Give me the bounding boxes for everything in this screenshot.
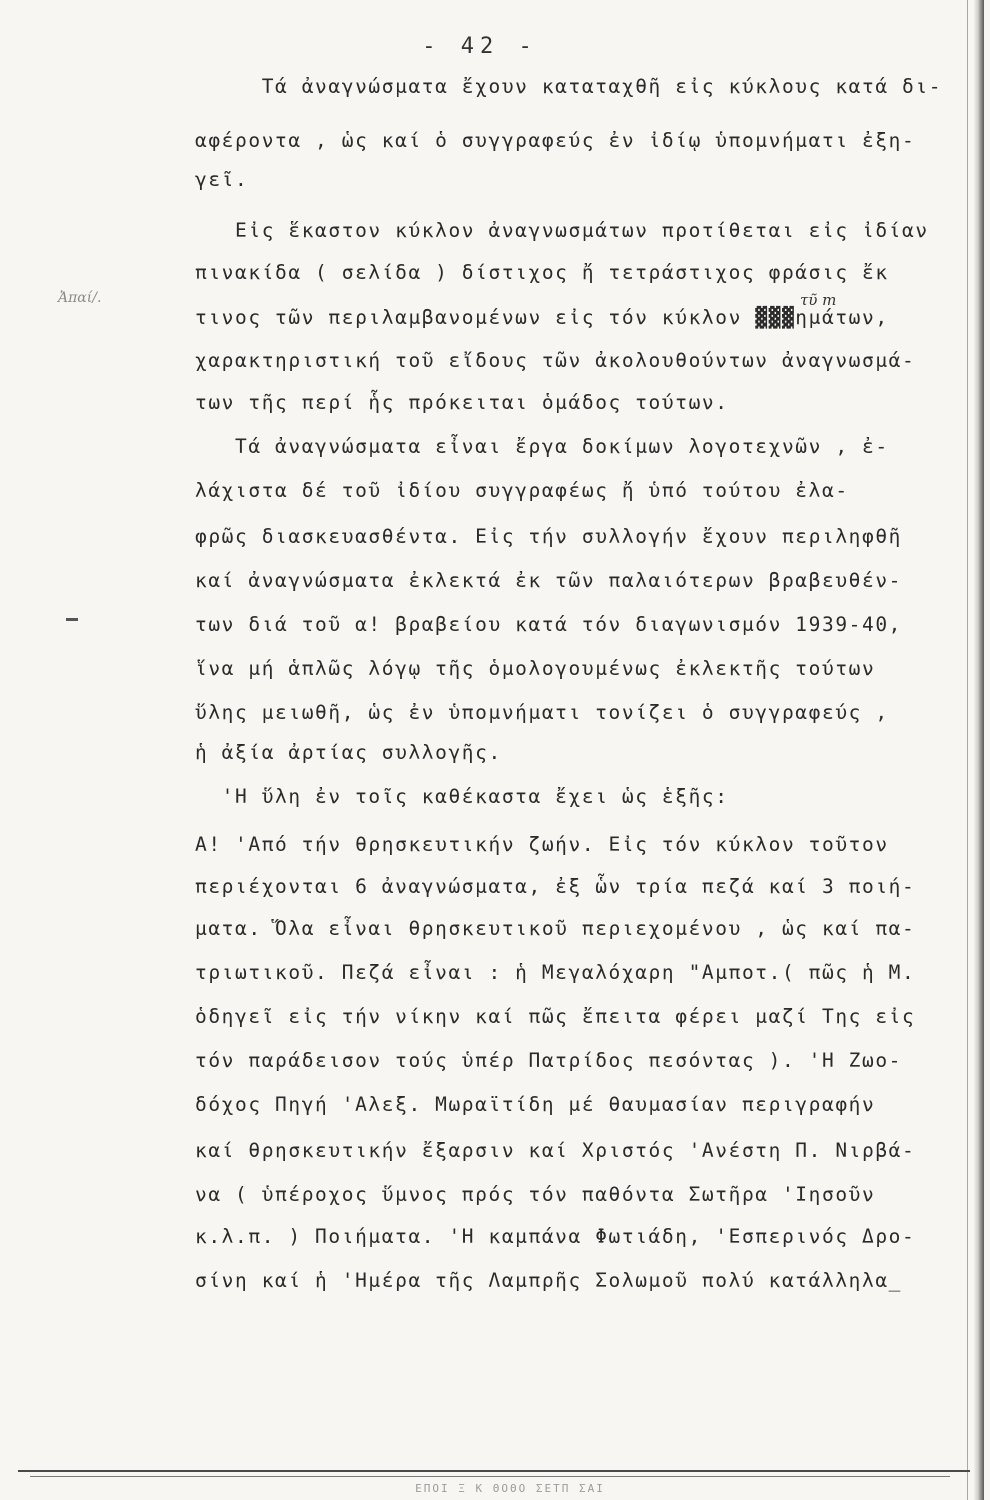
text-line: δόχος Πηγή 'Αλεξ. Μωραϊτίδη μέ θαυμασίαν περιγραφήν — [195, 1093, 876, 1116]
text-line: ἵνα μή ἁπλῶς λόγῳ τῆς ὁμολογουμένως ἐκλεκτῆς τούτων — [195, 657, 876, 680]
text-line: σίνη καί ἡ 'Ημέρα τῆς Λαμπρῆς Σολωμοῦ πολύ κατάλληλα_ — [195, 1269, 903, 1292]
text-line: να ( ὑπέροχος ὕμνος πρός τόν παθόντα Σωτῆρα 'Ιησοῦν — [195, 1183, 876, 1206]
footer-faint-text: ΕΠΟΙ Ξ Κ ΘΟΘΟ ΣΕΤΠ ΣΑΙ — [415, 1482, 605, 1495]
text-line: αφέροντα , ὡς καί ὁ συγγραφεύς ἐν ἰδίῳ ὑπομνήματι ἐξη- — [195, 129, 916, 152]
margin-handwritten-note: Ἀπαί/. — [58, 290, 102, 306]
text-line: Α! 'Από τήν θρησκευτικήν ζωήν. Εἰς τόν κύκλον τοῦτον — [195, 833, 889, 856]
text-line: φρῶς διασκευασθέντα. Εἰς τήν συλλογήν ἔχουν περιληφθῆ — [195, 525, 903, 548]
interlinear-correction: τῦ m — [800, 291, 837, 309]
bottom-rule — [18, 1470, 970, 1472]
text-line: Τά ἀναγνώσματα ἔχουν καταταχθῆ εἰς κύκλους κατά δι- — [195, 75, 943, 98]
text-line: καί ἀναγνώσματα ἐκλεκτά ἐκ τῶν παλαιότερων βραβευθέν- — [195, 569, 903, 592]
text-line: Εἰς ἕκαστον κύκλον ἀναγνωσμάτων προτίθεται εἰς ἰδίαν — [195, 219, 929, 242]
bottom-rule-secondary — [30, 1476, 950, 1477]
text-line: χαρακτηριστική τοῦ εἴδους τῶν ἀκολουθούντων ἀναγνωσμά- — [195, 349, 916, 372]
text-line: 'Η ὕλη ἐν τοῖς καθέκαστα ἔχει ὡς ἑξῆς: — [195, 785, 729, 808]
text-line: πινακίδα ( σελίδα ) δίστιχος ἤ τετράστιχος φράσις ἔκ — [195, 261, 889, 284]
text-line: των τῆς περί ἧς πρόκειται ὁμάδος τούτων. — [195, 391, 729, 414]
text-line: ὕλης μειωθῆ, ὡς ἐν ὑπομνήματι τονίζει ὁ συγγραφεύς , — [195, 701, 889, 724]
text-line: κ.λ.π. ) Ποιήματα. 'Η καμπάνα Φωτιάδη, 'Εσπερινός Δρο- — [195, 1225, 916, 1248]
text-line: καί θρησκευτικήν ἔξαρσιν καί Χριστός 'Ανέστη Π. Νιρβά- — [195, 1139, 916, 1162]
text-line: Τά ἀναγνώσματα εἶναι ἔργα δοκίμων λογοτεχνῶν , ἐ- — [195, 435, 889, 458]
text-line: λάχιστα δέ τοῦ ἰδίου συγγραφέως ἤ ὑπό τούτου ἐλα- — [195, 479, 849, 502]
page-edge-shadow — [974, 0, 984, 1500]
page-number: - 42 - — [422, 34, 538, 59]
text-line: τινος τῶν περιλαμβανομένων εἰς τόν κύκλον ▓▓▓ημάτων, — [195, 306, 889, 329]
text-line: ὁδηγεῖ εἰς τήν νίκην καί πῶς ἔπειτα φέρει μαζί Της εἰς — [195, 1005, 916, 1028]
text-line: των διά τοῦ α! βραβείου κατά τόν διαγωνισμόν 1939-40, — [195, 613, 903, 636]
text-line: γεῖ. — [195, 168, 249, 191]
text-line: τόν παράδεισον τούς ὑπέρ Πατρίδος πεσόντας ). 'Η Ζωο- — [195, 1049, 903, 1072]
page-edge-line — [967, 0, 968, 1500]
text-line: ἡ ἀξία ἀρτίας συλλογῆς. — [195, 741, 502, 764]
text-line: ματα. Ὅλα εἶναι θρησκευτικοῦ περιεχομένου , ὡς καί πα- — [195, 917, 916, 940]
text-line: περιέχονται 6 ἀναγνώσματα, ἐξ ὧν τρία πεζά καί 3 ποιή- — [195, 875, 916, 898]
text-line: τριωτικοῦ. Πεζά εἶναι : ἡ Μεγαλόχαρη "Αμποτ.( πῶς ἡ Μ. — [195, 961, 916, 984]
